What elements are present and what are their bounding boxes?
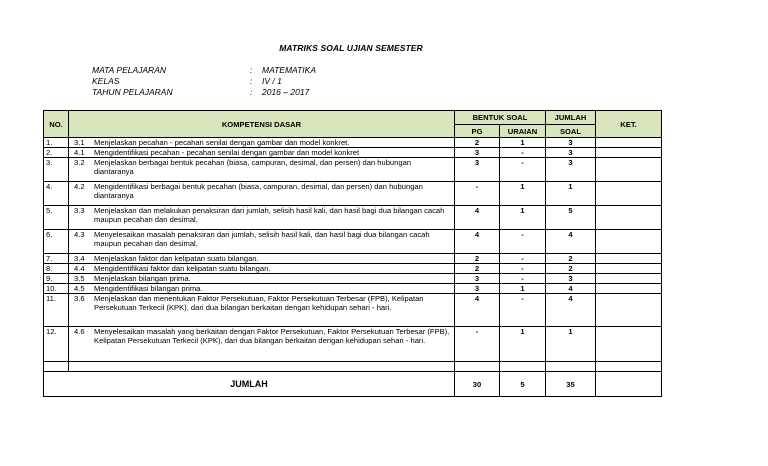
blank-row bbox=[44, 362, 662, 372]
meta-row-year bbox=[92, 87, 316, 98]
table-row bbox=[44, 206, 662, 230]
kd-code: 4.2 bbox=[74, 182, 85, 191]
cell-no: 10. bbox=[44, 284, 69, 294]
kd-code: 3.4 bbox=[74, 254, 85, 263]
kd-code: 3.3 bbox=[74, 206, 85, 215]
cell-ket bbox=[596, 327, 662, 362]
cell-pg: 3 bbox=[455, 148, 500, 158]
cell-jumlah: 4 bbox=[546, 284, 596, 294]
cell-kompetensi bbox=[69, 138, 455, 148]
header-kompetensi-dasar: KOMPETENSI DASAR bbox=[69, 111, 455, 138]
cell-kompetensi bbox=[69, 230, 455, 254]
cell-jumlah: 4 bbox=[546, 294, 596, 327]
cell-no: 11. bbox=[44, 294, 69, 327]
blank-cell bbox=[455, 362, 500, 372]
cell-pg: 2 bbox=[455, 254, 500, 264]
meta-label: KELAS bbox=[92, 76, 120, 86]
table-row bbox=[44, 158, 662, 182]
kd-text: Menjelaskan dan menentukan Faktor Persekutuan, Faktor Persekutuan Terbesar (FPB), Kelipatan Persekutuan Terkecil (KPK), dari dua bilangan berkaitan dengan kehidupan sehari - hari. bbox=[94, 294, 424, 312]
meta-row-subject bbox=[92, 65, 316, 76]
cell-pg: 2 bbox=[455, 138, 500, 148]
header-jumlah-bottom: SOAL bbox=[546, 125, 596, 138]
cell-no: 4. bbox=[44, 182, 69, 206]
blank-cell bbox=[44, 362, 69, 372]
cell-jumlah: 2 bbox=[546, 264, 596, 274]
kd-text: Mengidentifikasi faktor dan kelipatan suatu bilangan. bbox=[94, 264, 271, 273]
total-label: JUMLAH bbox=[44, 372, 455, 397]
kd-code: 4.6 bbox=[74, 327, 85, 336]
cell-jumlah: 5 bbox=[546, 206, 596, 230]
cell-pg: 3 bbox=[455, 158, 500, 182]
cell-ket bbox=[596, 158, 662, 182]
cell-ket bbox=[596, 254, 662, 264]
table-row bbox=[44, 148, 662, 158]
table-row bbox=[44, 327, 662, 362]
cell-kompetensi bbox=[69, 254, 455, 264]
cell-kompetensi bbox=[69, 294, 455, 327]
kd-text: Mengidentifikasi bilangan prima. bbox=[94, 284, 203, 293]
cell-no: 9. bbox=[44, 274, 69, 284]
total-pg: 30 bbox=[455, 372, 500, 397]
table-row bbox=[44, 138, 662, 148]
cell-no: 1. bbox=[44, 138, 69, 148]
total-ket bbox=[596, 372, 662, 397]
cell-kompetensi bbox=[69, 182, 455, 206]
cell-jumlah: 4 bbox=[546, 230, 596, 254]
blank-cell bbox=[500, 362, 546, 372]
cell-ket bbox=[596, 264, 662, 274]
cell-jumlah: 2 bbox=[546, 254, 596, 264]
table-row bbox=[44, 254, 662, 264]
kd-text: Menjelaskan bilangan prima. bbox=[94, 274, 191, 283]
blank-cell bbox=[69, 362, 455, 372]
cell-kompetensi bbox=[69, 264, 455, 274]
cell-kompetensi bbox=[69, 327, 455, 362]
cell-jumlah: 3 bbox=[546, 158, 596, 182]
kd-code: 3.2 bbox=[74, 158, 85, 167]
table-row bbox=[44, 264, 662, 274]
kd-code: 4.5 bbox=[74, 284, 85, 293]
total-row bbox=[44, 372, 662, 397]
kd-text: Menyelesaikan masalah yang berkaitan dengan Faktor Persekutuan, Faktor Persekutuan Terbesar (FPB), Kelipatan Persekutuan Terkecil (KPK), dari dua bilangan berkaitan dengan kehidupan sehari - hari. bbox=[94, 327, 450, 345]
table-row bbox=[44, 294, 662, 327]
document-meta bbox=[92, 65, 316, 98]
meta-separator: : bbox=[250, 76, 253, 86]
cell-pg: 4 bbox=[455, 230, 500, 254]
cell-ket bbox=[596, 148, 662, 158]
cell-uraian: 1 bbox=[500, 138, 546, 148]
meta-row-class bbox=[92, 76, 316, 87]
meta-separator: : bbox=[250, 65, 253, 75]
cell-ket bbox=[596, 206, 662, 230]
cell-uraian: - bbox=[500, 294, 546, 327]
kd-text: Menjelaskan berbagai bentuk pecahan (biasa, campuran, desimal, dan persen) dan hubungan diantaranya bbox=[94, 158, 412, 176]
cell-uraian: - bbox=[500, 230, 546, 254]
cell-jumlah: 1 bbox=[546, 182, 596, 206]
cell-jumlah: 3 bbox=[546, 148, 596, 158]
meta-value: 2016 – 2017 bbox=[262, 87, 310, 97]
kd-code: 4.1 bbox=[74, 148, 85, 157]
meta-label: MATA PELAJARAN bbox=[92, 65, 166, 75]
table-row bbox=[44, 284, 662, 294]
kd-code: 3.5 bbox=[74, 274, 85, 283]
cell-pg: - bbox=[455, 327, 500, 362]
cell-jumlah: 1 bbox=[546, 327, 596, 362]
blank-cell bbox=[546, 362, 596, 372]
cell-no: 6. bbox=[44, 230, 69, 254]
cell-pg: 3 bbox=[455, 274, 500, 284]
kd-code: 4.3 bbox=[74, 230, 85, 239]
cell-ket bbox=[596, 284, 662, 294]
cell-ket bbox=[596, 230, 662, 254]
cell-ket bbox=[596, 138, 662, 148]
cell-no: 5. bbox=[44, 206, 69, 230]
kd-text: Mengidentifikasi pecahan - pecahan senilai dengan gambar dan model konkret bbox=[94, 148, 360, 157]
header-ket: KET. bbox=[596, 111, 662, 138]
cell-uraian: 1 bbox=[500, 327, 546, 362]
total-uraian: 5 bbox=[500, 372, 546, 397]
cell-jumlah: 3 bbox=[546, 274, 596, 284]
table-row bbox=[44, 182, 662, 206]
cell-no: 3. bbox=[44, 158, 69, 182]
kd-text: Menjelaskan faktor dan kelipatan suatu bilangan. bbox=[94, 254, 259, 263]
kd-code: 3.6 bbox=[74, 294, 85, 303]
kd-text: Mengidentifikasi berbagai bentuk pecahan (biasa, campuran, desimal, dan persen) dan hubungan diantaranya bbox=[94, 182, 423, 200]
cell-pg: 4 bbox=[455, 206, 500, 230]
header-uraian: URAIAN bbox=[500, 125, 546, 138]
kd-code: 4.4 bbox=[74, 264, 85, 273]
cell-no: 7. bbox=[44, 254, 69, 264]
cell-pg: 4 bbox=[455, 294, 500, 327]
meta-separator: : bbox=[250, 87, 253, 97]
kd-code: 3.1 bbox=[74, 138, 85, 147]
cell-kompetensi bbox=[69, 158, 455, 182]
cell-pg: - bbox=[455, 182, 500, 206]
cell-no: 12. bbox=[44, 327, 69, 362]
total-jumlah: 35 bbox=[546, 372, 596, 397]
cell-uraian: - bbox=[500, 158, 546, 182]
meta-value: IV / 1 bbox=[262, 76, 282, 86]
header-pg: PG bbox=[455, 125, 500, 138]
cell-jumlah: 3 bbox=[546, 138, 596, 148]
table-row bbox=[44, 274, 662, 284]
cell-kompetensi bbox=[69, 274, 455, 284]
cell-uraian: 1 bbox=[500, 182, 546, 206]
cell-ket bbox=[596, 294, 662, 327]
cell-pg: 2 bbox=[455, 264, 500, 274]
meta-label: TAHUN PELAJARAN bbox=[92, 87, 173, 97]
cell-kompetensi bbox=[69, 206, 455, 230]
cell-uraian: - bbox=[500, 264, 546, 274]
cell-ket bbox=[596, 274, 662, 284]
cell-no: 8. bbox=[44, 264, 69, 274]
cell-no: 2. bbox=[44, 148, 69, 158]
cell-kompetensi bbox=[69, 284, 455, 294]
table-header-row bbox=[44, 111, 662, 125]
blank-cell bbox=[596, 362, 662, 372]
cell-uraian: - bbox=[500, 254, 546, 264]
cell-uraian: - bbox=[500, 148, 546, 158]
question-matrix-table bbox=[43, 110, 662, 397]
kd-text: Menjelaskan pecahan - pecahan senilai dengan gambar dan model konkret. bbox=[94, 138, 350, 147]
cell-pg: 3 bbox=[455, 284, 500, 294]
meta-value: MATEMATIKA bbox=[262, 65, 316, 75]
cell-kompetensi bbox=[69, 148, 455, 158]
header-jumlah-top: JUMLAH bbox=[546, 111, 596, 125]
cell-uraian: - bbox=[500, 274, 546, 284]
header-bentuk-soal: BENTUK SOAL bbox=[455, 111, 546, 125]
kd-text: Menjelaskan dan melakukan penaksiran dari jumlah, selisih hasil kali, dan hasil bagi dua bilangan cacah maupun pecahan dan desimal. bbox=[94, 206, 445, 224]
kd-text: Menyelesaikan masalah penaksiran dari jumlah, selisih hasil kali, dan hasil bagi dua bilangan cacah maupun pecahan dan desimal. bbox=[94, 230, 430, 248]
cell-uraian: 1 bbox=[500, 206, 546, 230]
cell-ket bbox=[596, 182, 662, 206]
document-title: MATRIKS SOAL UJIAN SEMESTER bbox=[279, 43, 423, 53]
header-no: NO. bbox=[44, 111, 69, 138]
table-row bbox=[44, 230, 662, 254]
cell-uraian: 1 bbox=[500, 284, 546, 294]
